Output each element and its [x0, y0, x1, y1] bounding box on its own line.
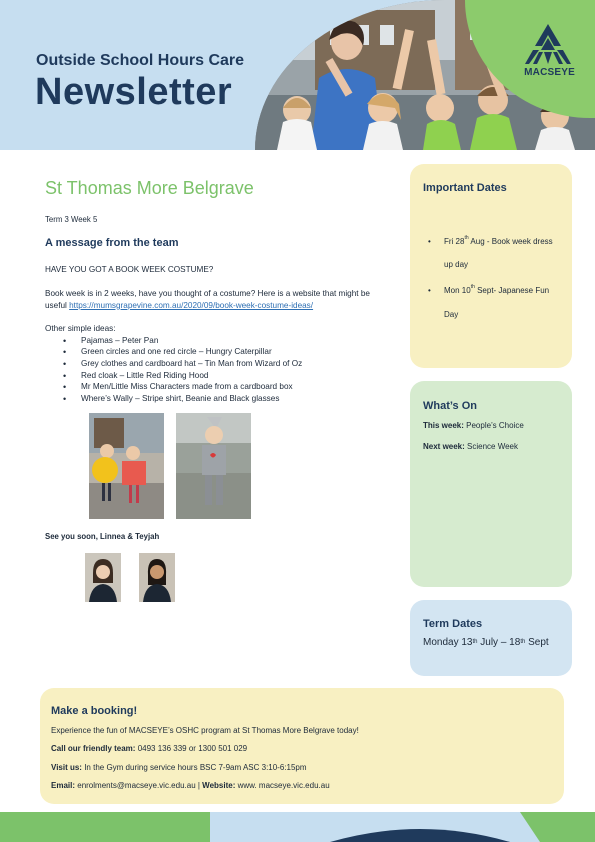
term-dates-title: Term Dates: [423, 618, 483, 630]
ideas-list: [63, 335, 385, 405]
main-column: [45, 176, 385, 602]
next-week-line: [423, 442, 518, 451]
list-item: • Mon 10th Sept- Japanese Fun Day: [444, 279, 562, 325]
booking-visit: Visit us: In the Gym during service hours BSC 7-9am ASC 3:10-6:15pm: [51, 763, 307, 772]
staff-photos: [85, 553, 385, 602]
important-dates-title: Important Dates: [423, 182, 507, 194]
costume-photo-tinman: [176, 413, 251, 519]
macseye-logo-icon: [525, 24, 571, 64]
website-link[interactable]: www. macseye.vic.edu.au: [235, 781, 330, 790]
list-item: • Green circles and one red circle – Hungry Caterpillar: [63, 346, 385, 358]
header-subtitle: Outside School Hours Care: [36, 52, 245, 69]
next-week-value: Science Week: [464, 442, 519, 451]
school-name: St Thomas More Belgrave: [45, 178, 254, 198]
booking-intro: Experience the fun of MACSEYE’s OSHC program at St Thomas More Belgrave today!: [51, 726, 359, 735]
important-dates-box: [410, 164, 572, 368]
costume-photos: [89, 413, 385, 519]
this-week-label: This week:: [423, 421, 464, 430]
staff-photo-teyjah: [139, 553, 175, 602]
header-title: Newsletter: [35, 71, 233, 113]
staff-photo-linnea: [85, 553, 121, 602]
booking-title: Make a booking!: [51, 705, 138, 717]
signoff: See you soon, Linnea & Teyjah: [45, 531, 160, 541]
message-title: A message from the team: [45, 236, 179, 249]
list-item: • Fri 28th Aug - Book week dress up day: [444, 230, 562, 276]
term-dates-box: [410, 600, 572, 676]
booking-contact: Email: enrolments@macseye.vic.edu.au | Website: www. macseye.vic.edu.au: [51, 781, 330, 790]
next-week-label: Next week:: [423, 442, 465, 451]
logo-text: MACSEYE: [524, 67, 575, 78]
list-item: • Grey clothes and cardboard hat – Tin Man from Wizard of Oz: [63, 358, 385, 370]
intro-text: Book week is in 2 weeks, have you thought of a costume? Here is a website that might be useful: [45, 288, 370, 310]
whats-on-box: [410, 381, 572, 587]
term-dates-text: Monday 13th July – 18th Sept: [423, 637, 549, 648]
costume-heading: HAVE YOU GOT A BOOK WEEK COSTUME?: [45, 265, 214, 275]
list-item: • Mr Men/Little Miss Characters made from a cardboard box: [63, 381, 385, 393]
costume-photo-kids: [89, 413, 164, 519]
header-banner: [0, 0, 595, 150]
ideas-heading: Other simple ideas:: [45, 324, 116, 334]
booking-box: [40, 688, 564, 804]
this-week-line: [423, 421, 524, 430]
list-item: • Pajamas – Peter Pan: [63, 335, 385, 347]
booking-call: Call our friendly team: 0493 136 339 or 1300 501 029: [51, 744, 248, 753]
costume-link[interactable]: https://mumsgrapevine.com.au/2020/09/book-week-costume-ideas/: [69, 300, 314, 310]
list-item: • Where’s Wally – Stripe shirt, Beanie and Black glasses: [63, 393, 385, 405]
whats-on-title: What’s On: [423, 400, 477, 412]
intro-paragraph: [45, 288, 385, 311]
phone-numbers[interactable]: 0493 136 339 or 1300 501 029: [135, 744, 248, 753]
list-item: • Red cloak – Little Red Riding Hood: [63, 370, 385, 382]
term-week: Term 3 Week 5: [45, 214, 98, 224]
this-week-value: People’s Choice: [463, 421, 524, 430]
important-dates-list: [444, 230, 562, 329]
email-link[interactable]: enrolments@macseye.vic.edu.au |: [75, 781, 203, 790]
footer-band: [0, 812, 595, 842]
